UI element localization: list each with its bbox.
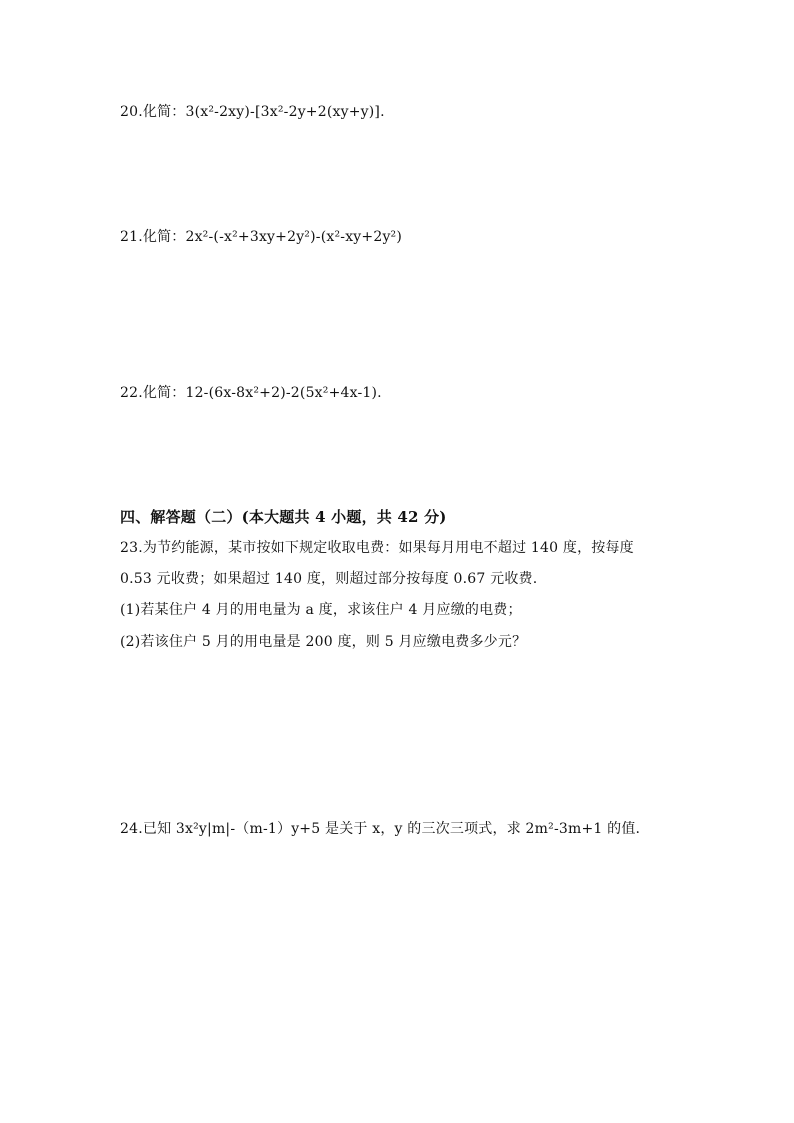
- section-heading: 四、解答题（二）(本大题共 4 小题，共 42 分): [120, 508, 447, 526]
- problem-20: 20.化简：3(x²-2xy)-[3x²-2y+2(xy+y)].: [120, 104, 385, 120]
- question-24: 24.已知 3x²y|m|-（m-1）y+5 是关于 x，y 的三次三项式，求 2m²-3m+1 的值.: [120, 821, 641, 837]
- question-23-part-2: (2)若该住户 5 月的用电量是 200 度，则 5 月应缴电费多少元？: [120, 634, 527, 650]
- question-23-line-1: 23.为节约能源，某市按如下规定收取电费：如果每月用电不超过 140 度，按每度: [120, 540, 634, 556]
- problem-21: 21.化简：2x²-(-x²+3xy+2y²)-(x²-xy+2y²): [120, 229, 403, 245]
- problem-22: 22.化简：12-(6x-8x²+2)-2(5x²+4x-1).: [120, 385, 382, 401]
- question-23-part-1: (1)若某住户 4 月的用电量为 a 度，求该住户 4 月应缴的电费；: [120, 602, 522, 618]
- question-23-line-2: 0.53 元收费；如果超过 140 度，则超过部分按每度 0.67 元收费.: [120, 571, 538, 587]
